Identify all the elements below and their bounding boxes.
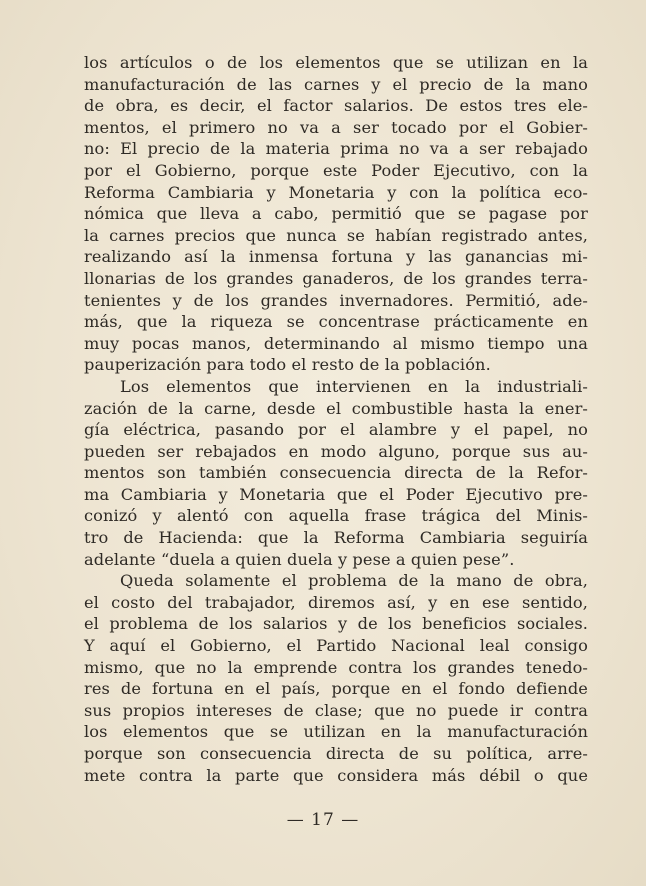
text-line: no: El precio de la materia prima no va a ser rebajado: [84, 139, 588, 159]
text-line: gía eléctrica, pasando por el alambre y el papel, no: [84, 420, 588, 440]
text-line: mismo, que no la emprende contra los grandes tenedo-: [84, 657, 588, 677]
text-line: manufacturación de las carnes y el precio de la mano: [84, 74, 588, 94]
text-line: más, que la riqueza se concentrase prácticamente en: [84, 312, 588, 332]
paragraph-start-line: Queda solamente el problema de la mano de obra,: [120, 571, 588, 591]
text-line: mentos, el primero no va a ser tocado por el Gobier-: [84, 117, 588, 137]
text-line: de obra, es decir, el factor salarios. De estos tres ele-: [84, 96, 588, 116]
text-line: nómica que lleva a cabo, permitió que se pagase por: [84, 204, 588, 224]
text-line: los elementos que se utilizan en la manufacturación: [84, 722, 588, 742]
body-text: [84, 52, 588, 786]
text-line: muy pocas manos, determinando al mismo tiempo una: [84, 333, 588, 353]
paragraph-end-line: pauperización para todo el resto de la población.: [84, 355, 491, 375]
text-line: pueden ser rebajados en modo alguno, porque sus au-: [84, 441, 588, 461]
text-line: el costo del trabajador, diremos así, y en ese sentido,: [84, 592, 588, 612]
text-line: la carnes precios que nunca se habían registrado antes,: [84, 225, 588, 245]
text-line: zación de la carne, desde el combustible hasta la ener-: [84, 398, 588, 418]
text-line: porque son consecuencia directa de su política, arre-: [84, 744, 588, 763]
text-line: mete contra la parte que considera más débil o que: [84, 765, 588, 785]
text-line: llonarias de los grandes ganaderos, de los grandes terra-: [84, 268, 588, 288]
text-line: realizando así la inmensa fortuna y las ganancias mi-: [84, 247, 588, 267]
text-line: Reforma Cambiaria y Monetaria y con la política eco-: [84, 182, 588, 202]
page-number: — 17 —: [286, 810, 360, 830]
text-line: sus propios intereses de clase; que no puede ir contra: [84, 700, 588, 720]
text-line: tro de Hacienda: que la Reforma Cambiaria seguiría: [84, 528, 588, 548]
text-line: por el Gobierno, porque este Poder Ejecutivo, con la: [84, 160, 588, 180]
text-line: res de fortuna en el país, porque en el fondo defiende: [84, 679, 588, 699]
text-line: los artículos o de los elementos que se utilizan en la: [84, 53, 588, 72]
paragraph-start-line: Los elementos que intervienen en la industriali-: [120, 376, 588, 396]
text-line: el problema de los salarios y de los beneficios sociales.: [84, 614, 588, 634]
paragraph-end-line: adelante “duela a quien duela y pese a quien pese”.: [84, 549, 515, 569]
text-line: Y aquí el Gobierno, el Partido Nacional leal consigo: [84, 636, 588, 656]
text-line: tenientes y de los grandes invernadores. Permitió, ade-: [84, 290, 588, 310]
text-line: conizó y alentó con aquella frase trágica del Minis-: [84, 506, 588, 526]
text-line: mentos son también consecuencia directa de la Refor-: [84, 463, 588, 483]
text-line: ma Cambiaria y Monetaria que el Poder Ejecutivo pre-: [84, 484, 588, 504]
